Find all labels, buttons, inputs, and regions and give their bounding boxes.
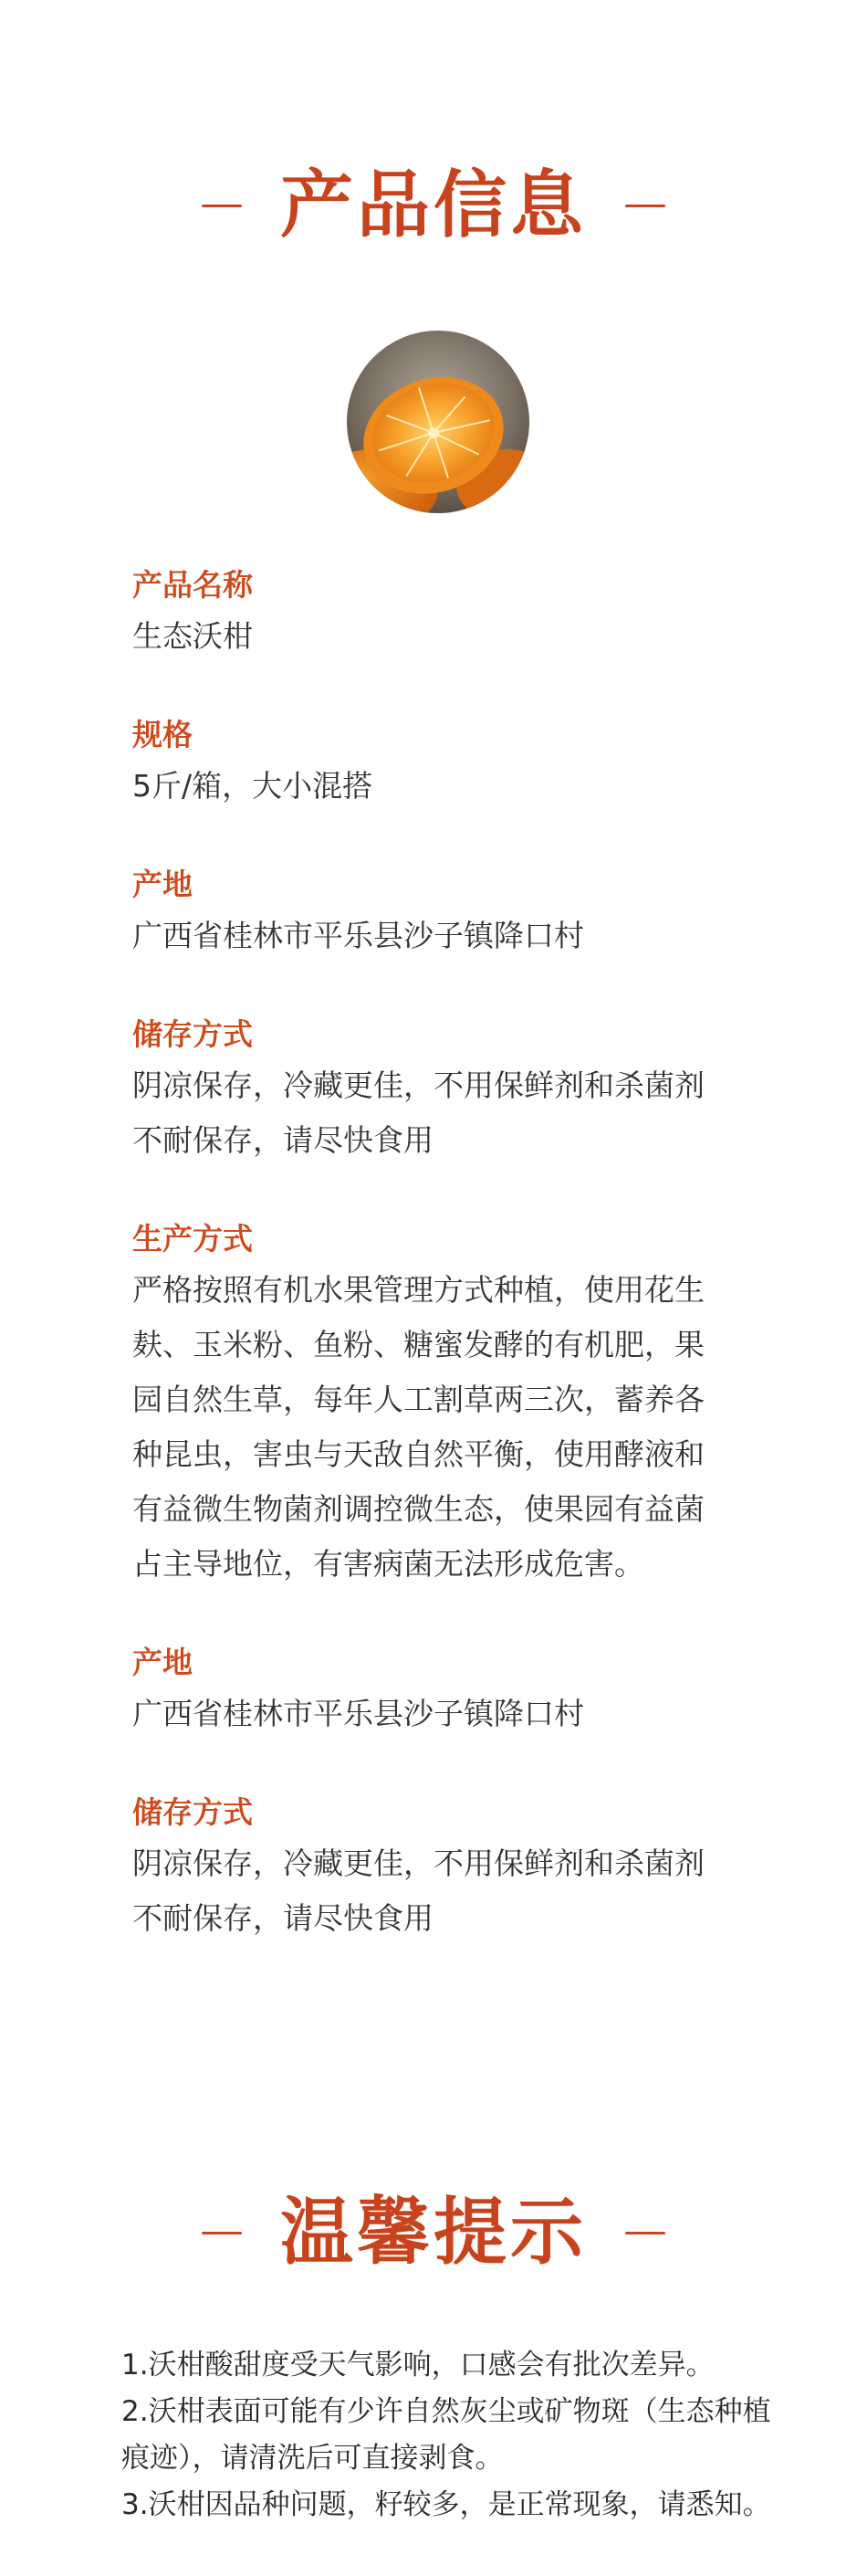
product-info-list: [132, 562, 789, 1993]
info-label: 产地: [132, 867, 193, 902]
orange-photo: [347, 331, 529, 513]
header-dash-right: [625, 2232, 665, 2234]
product-info-title: 产品信息: [280, 163, 587, 247]
info-item-production: [132, 1215, 789, 1592]
tips-title: 温馨提示: [280, 2190, 587, 2275]
header-dash-right: [625, 205, 665, 207]
info-label: 生产方式: [132, 1221, 253, 1256]
info-item-origin: [132, 861, 789, 963]
info-item-spec: [132, 711, 789, 814]
product-info-header: [0, 164, 867, 247]
info-value: 生态沃柑: [132, 618, 253, 654]
tip-item: 3.沃柑因品种问题，籽较多，是正常现象，请悉知。: [121, 2488, 771, 2521]
info-label: 储存方式: [132, 1016, 253, 1052]
header-dash-left: [202, 2232, 242, 2234]
info-value: 阴凉保存，冷藏更佳，不用保鲜剂和杀菌剂 不耐保存，请尽快食用: [132, 1845, 705, 1936]
info-item-name: [132, 562, 789, 664]
info-value: 严格按照有机水果管理方式种植，使用花生 麸、玉米粉、鱼粉、糖蜜发酵的有机肥，果 园自然生草，每年人工割草两三次，蓄养各 种昆虫，害虫与天敌自然平衡，使用酵液和 有益微生物菌剂调控微生态，使果园有益菌 占主导地位，有害病菌无法形成危害。: [132, 1272, 705, 1582]
header-dash-left: [202, 205, 242, 207]
info-value: 5斤/箱，大小混搭: [132, 768, 373, 804]
info-value: 广西省桂林市平乐县沙子镇降口村: [132, 1696, 584, 1731]
tip-item: 痕迹），请清洗后可直接剥食。: [121, 2442, 504, 2475]
info-value: 阴凉保存，冷藏更佳，不用保鲜剂和杀菌剂 不耐保存，请尽快食用: [132, 1067, 705, 1158]
info-item-storage: [132, 1011, 789, 1168]
info-item-origin-2: [132, 1639, 789, 1741]
tip-item: 2.沃柑表面可能有少许自然灰尘或矿物斑（生态种植: [121, 2395, 771, 2428]
info-item-storage-2: [132, 1789, 789, 1946]
tips-header: [0, 2192, 867, 2274]
info-label: 储存方式: [132, 1794, 253, 1830]
info-label: 产品名称: [132, 567, 253, 603]
info-value: 广西省桂林市平乐县沙子镇降口村: [132, 918, 584, 953]
info-label: 产地: [132, 1645, 193, 1680]
halved-orange-icon: [347, 331, 529, 513]
info-label: 规格: [132, 717, 193, 752]
tips-list: [121, 2342, 824, 2529]
tip-item: 1.沃柑酸甜度受天气影响，口感会有批次差异。: [121, 2349, 715, 2381]
